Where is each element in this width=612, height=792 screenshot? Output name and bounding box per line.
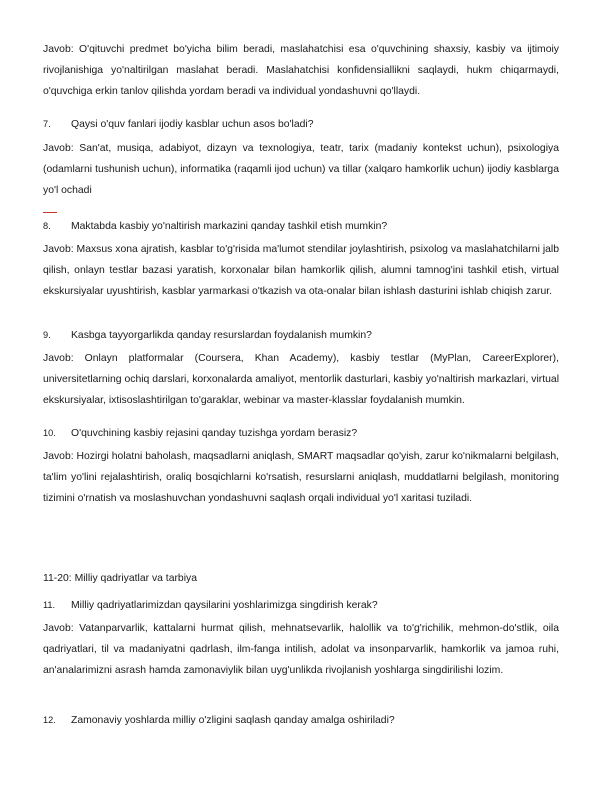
answer-paragraph: Javob: Onlayn platformalar (Coursera, Khan Academy), kasbiy testlar (MyPlan, CareerExplorer), universitetlarning ochiq darslari, korxonalarda amaliyot, mentorlik dasturlari, kasbiy yo'naltirish markazlari, virtual ekskursiyalar, ixtisoslashtirilgan to'garaklar, webinar va master-klasslar foydalanish mumkin. <box>43 353 559 406</box>
question-item <box>43 598 563 613</box>
question-item <box>43 117 563 132</box>
question-text: O'quvchining kasbiy rejasini qanday tuzishga yordam berasiz? <box>71 428 358 439</box>
question-number: 11. <box>43 600 56 610</box>
question-text: Kasbga tayyorgarlikda qanday resurslardan foydalanish mumkin? <box>71 330 372 341</box>
question-text: Milliy qadriyatlarimizdan qaysilarini yoshlarimizga singdirish kerak? <box>71 600 378 611</box>
answer-paragraph: Javob: Hozirgi holatni baholash, maqsadlarni aniqlash, SMART maqsadlar qo'yish, zarur ko'nikmalarni belgilash, ta'lim yo'lini rejalashtirish, oraliq bosqichlarni ko'rsatish, resurslarni aniqlash, muddatlarni belgilash, monitoring tizimini o'rnatish va moslashuvchan yondashuvni saqlash orqali individual yo'l xaritasi tuziladi. <box>43 451 559 504</box>
answer-paragraph: Javob: Vatanparvarlik, kattalarni hurmat qilish, mehnatsevarlik, halollik va to'g'richilik, mehmon-do'stlik, oila qadriyatlari, til va madaniyatni qadrlash, ilm-fanga intilish, adolat va insonparvarlik, hamkorlik va jamoa ruhi, an'analarimizni asrash hamda zamonaviylik bilan uyg'unlikda rivojlanish yoshlarga singdirilishi lozim. <box>43 623 559 676</box>
question-text: Qaysi o'quv fanlari ijodiy kasblar uchun asos bo'ladi? <box>71 119 314 130</box>
question-number: 7. <box>43 119 51 129</box>
question-text: Maktabda kasbiy yo'naltirish markazini qanday tashkil etish mumkin? <box>71 221 388 232</box>
question-number: 12. <box>43 715 56 725</box>
answer-paragraph: Javob: O'qituvchi predmet bo'yicha bilim beradi, maslahatchisi esa o'quvchining shaxsiy, kasbiy va ijtimoiy rivojlanishiga yo'naltirilgan maslahat beradi. Maslahatchisi konfidensiallikni saqlaydi, hukm chiqarmaydi, o'quvchiga erkin tanlov qilishda yordam beradi va individual yondashuvni qo'llaydi. <box>43 44 559 97</box>
question-number: 8. <box>43 221 51 231</box>
answer-paragraph: Javob: Maxsus xona ajratish, kasblar to'g'risida ma'lumot stendilar joylashtirish, psixolog va maslahatchilarni jalb qilish, onlayn testlar bazasi yaratish, korxonalar bilan hamkorlik qilish, alumni tamnog'ini tashkil etish, virtual ekskursiyalar uyushtirish, kasblar yarmarkasi o'tkazish va ota-onalar bilan ishlash dasturini ishlab chiqish zarur. <box>43 244 559 297</box>
question-number: 9. <box>43 330 51 340</box>
answer-paragraph: Javob: San'at, musiqa, adabiyot, dizayn va texnologiya, teatr, tarix (madaniy kontekst uchun), psixologiya (odamlarni tushunish uchun), informatika (raqamli ijod uchun) va tillar (xalqaro hamkorlik uchun) ijodiy kasblarga yo'l ochadi <box>43 143 559 196</box>
question-number: 10. <box>43 428 56 438</box>
question-item <box>43 328 563 343</box>
question-text: Zamonaviy yoshlarda milliy o'zligini saqlash qanday amalga oshiriladi? <box>71 715 395 726</box>
section-heading: 11-20: Milliy qadriyatlar va tarbiya <box>43 573 197 584</box>
question-item <box>43 713 563 728</box>
question-item <box>43 426 563 441</box>
question-item <box>43 219 563 234</box>
edit-mark <box>43 212 57 213</box>
